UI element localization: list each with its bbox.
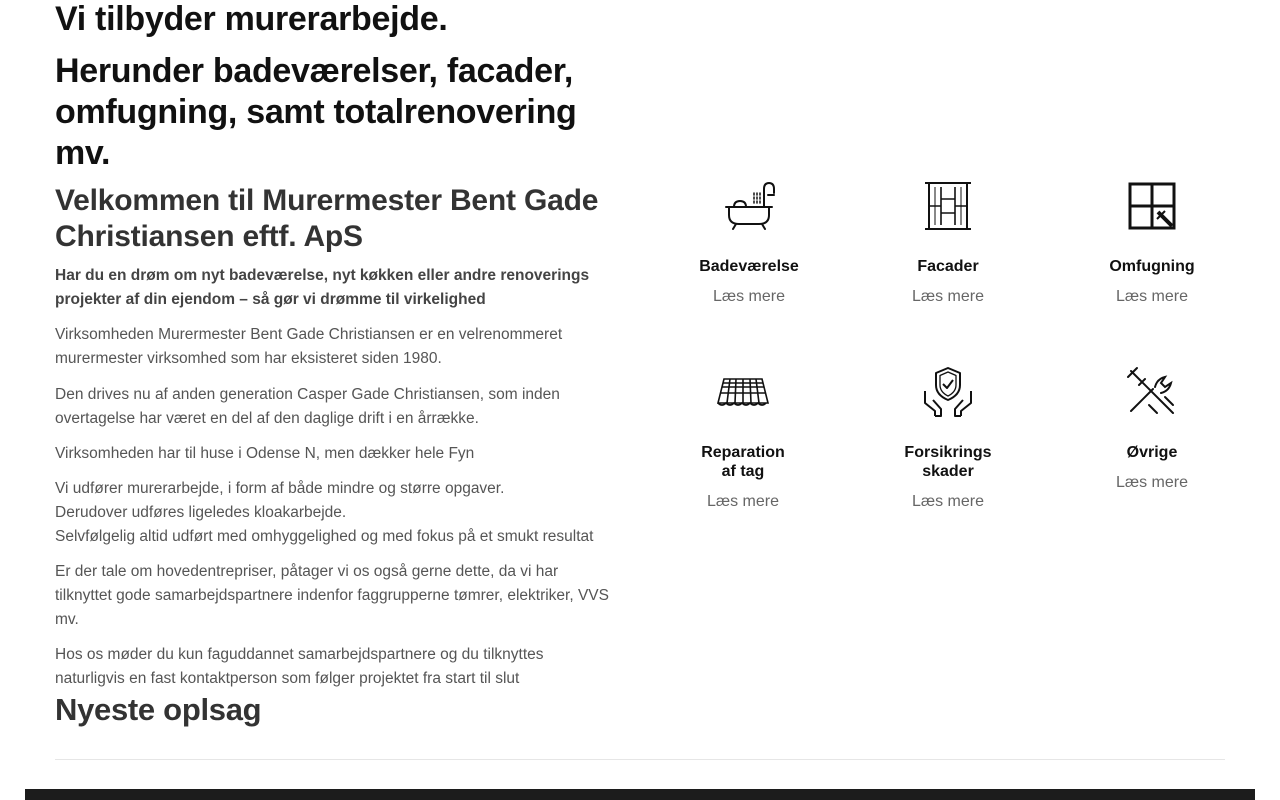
- service-title: Øvrige: [1126, 444, 1178, 461]
- window-repair-icon: [1125, 179, 1179, 233]
- service-title-line1: Forsikrings: [904, 444, 992, 461]
- paragraph-services: [55, 477, 615, 549]
- paragraph-history: Virksomheden Murermester Bent Gade Christiansen er en velrenommeret murermester virksomhed som har eksisteret siden 1980.: [55, 326, 563, 367]
- paragraph-services-line3: Selvfølgelig altid udført med omhyggelighed og med fokus på et smukt resultat: [55, 528, 594, 545]
- service-forsikringsskader[interactable]: [853, 365, 1043, 511]
- service-title: [853, 443, 1043, 481]
- service-title: [648, 443, 838, 481]
- paragraph-services-line1: Vi udfører murerarbejde, i form af både mindre og større opgaver.: [55, 480, 505, 497]
- bottom-banner-image: [25, 789, 1255, 800]
- service-omfugning[interactable]: [1057, 179, 1247, 306]
- read-more-link[interactable]: Læs mere: [712, 288, 786, 305]
- service-title-line1: Reparation: [701, 444, 785, 461]
- section-divider: [55, 759, 1225, 760]
- paragraph-contact: Hos os møder du kun faguddannet samarbejdspartnere og du tilknyttes naturligvis en fast kontaktperson som følger projektet fra start til slut: [55, 646, 544, 687]
- service-ovrige[interactable]: [1057, 365, 1247, 492]
- paragraph-location: Virksomheden har til huse i Odense N, men dækker hele Fyn: [55, 445, 475, 462]
- service-title: Facader: [917, 258, 979, 275]
- read-more-link[interactable]: Læs mere: [1115, 288, 1189, 305]
- bathtub-icon: [722, 179, 776, 233]
- read-more-link[interactable]: Læs mere: [911, 493, 985, 510]
- lead-text: Har du en drøm om nyt badeværelse, nyt køkken eller andre renoverings projekter af din ejendom – så gør vi drømme til virkelighed: [55, 267, 590, 308]
- heading-velkommen: Velkommen til Murermester Bent Gade Christiansen eftf. ApS: [55, 184, 599, 253]
- paragraph-services-line2: Derudover udføres ligeledes kloakarbejde.: [55, 504, 347, 521]
- tools-icon: [1125, 365, 1179, 419]
- read-more-link[interactable]: Læs mere: [911, 288, 985, 305]
- service-reparation-af-tag[interactable]: [648, 365, 838, 511]
- heading-nyeste-opslag: Nyeste oplsag: [55, 692, 262, 727]
- facade-icon: [921, 179, 975, 233]
- service-title-line2: af tag: [721, 463, 765, 480]
- service-badevaerelse[interactable]: [654, 179, 844, 306]
- service-title-line2: skader: [922, 463, 974, 480]
- heading-herunder: Herunder badeværelser, facader, omfugning, samt totalrenovering mv.: [55, 52, 577, 172]
- service-facader[interactable]: [853, 179, 1043, 306]
- paragraph-contracts: Er der tale om hovedentrepriser, påtager vi os også gerne dette, da vi har tilknyttet gode samarbejdspartnere indenfor faggrupperne tømrer, elektriker, VVS mv.: [55, 563, 609, 628]
- service-title: Badeværelse: [699, 258, 799, 275]
- paragraph-generation: Den drives nu af anden generation Casper Gade Christiansen, som inden overtagelse har været en del af den daglige drift i en årrække.: [55, 386, 560, 427]
- insurance-hands-icon: [921, 365, 975, 419]
- read-more-link[interactable]: Læs mere: [1115, 474, 1189, 491]
- roof-tiles-icon: [716, 365, 770, 419]
- heading-tilbyder: Vi tilbyder murerarbejde.: [55, 0, 448, 38]
- service-title: Omfugning: [1109, 258, 1195, 275]
- read-more-link[interactable]: Læs mere: [706, 493, 780, 510]
